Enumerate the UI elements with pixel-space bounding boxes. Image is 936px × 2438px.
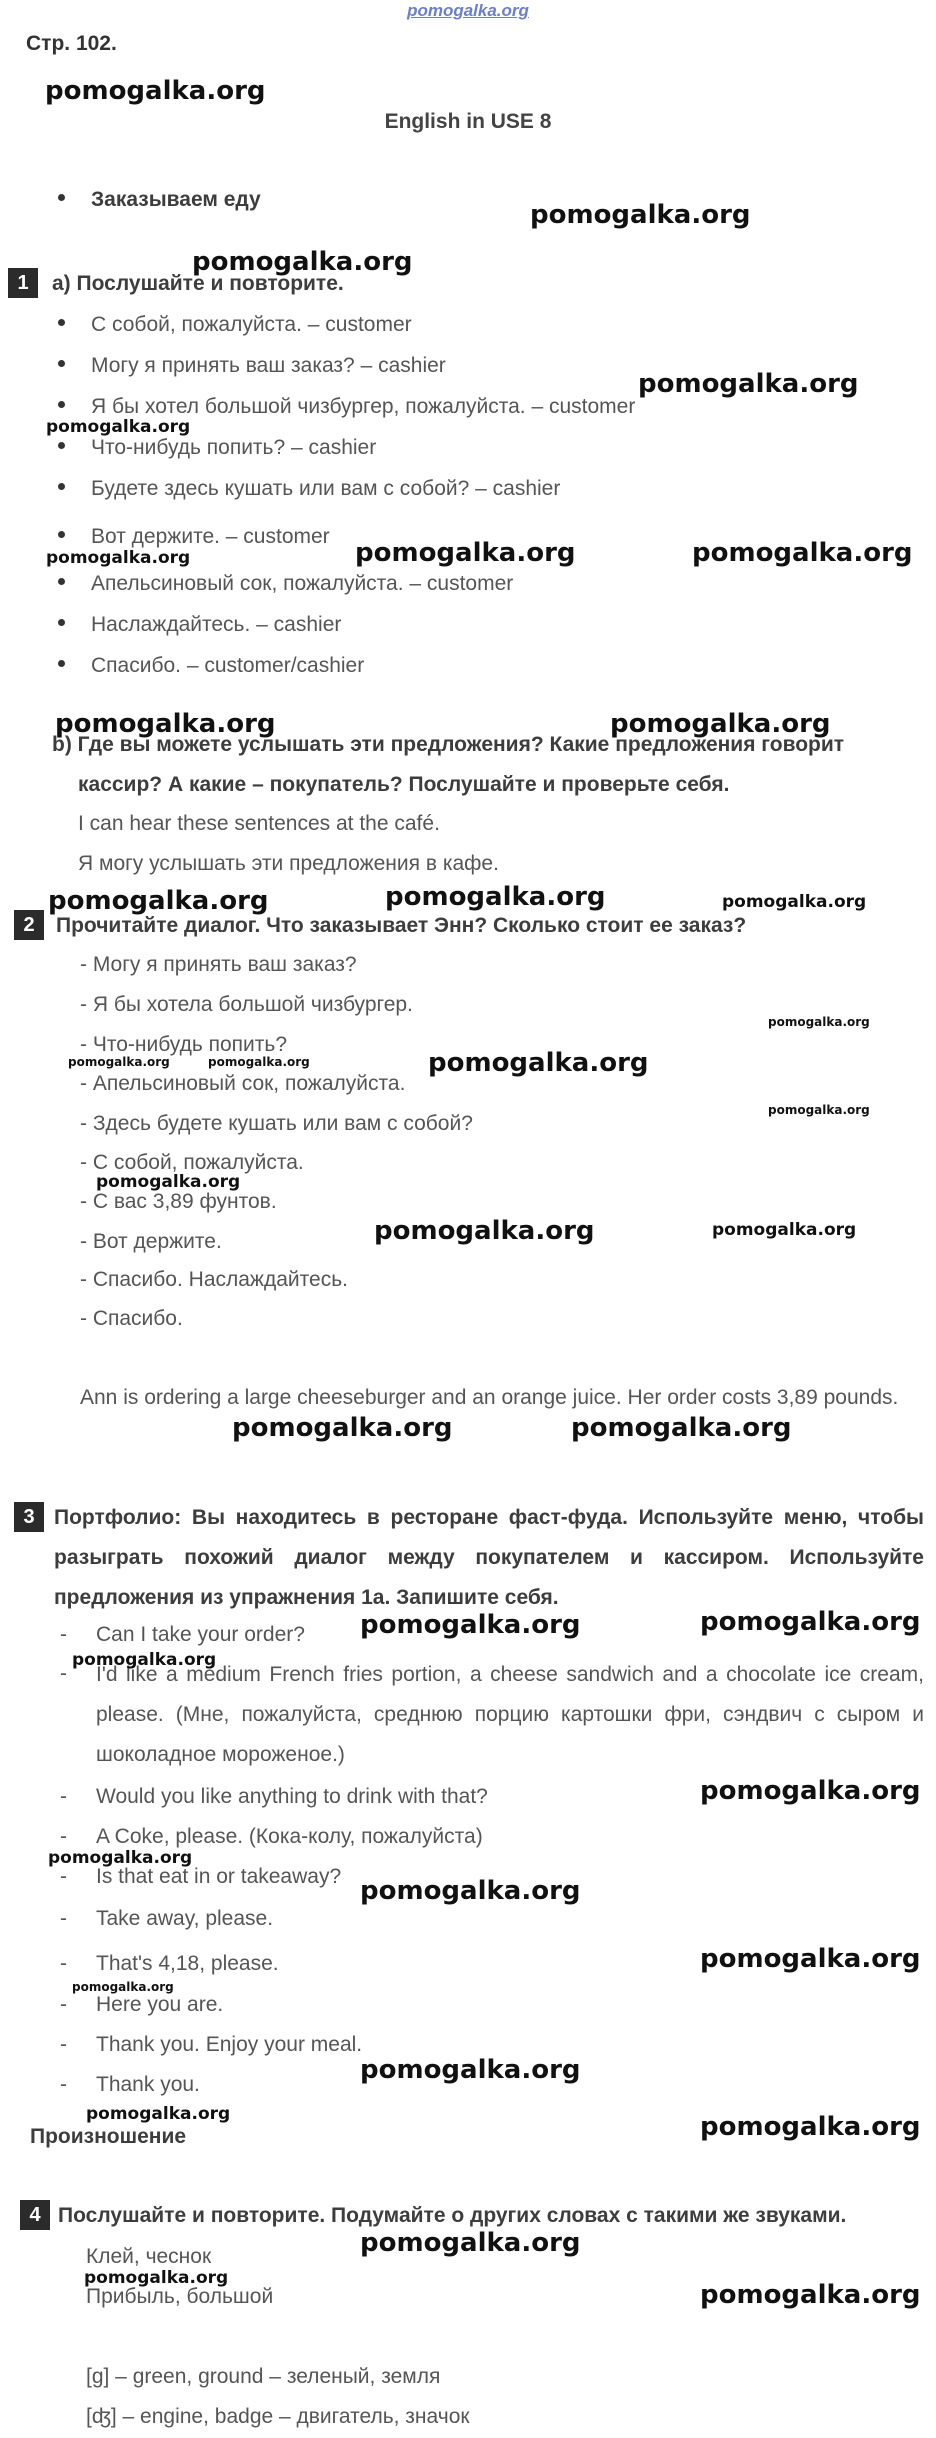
watermark: pomogalka.org <box>192 247 413 277</box>
word-pair: Клей, чеснок <box>86 2245 212 2268</box>
watermark: pomogalka.org <box>700 2280 921 2310</box>
watermark: pomogalka.org <box>360 2055 581 2085</box>
watermark: pomogalka.org <box>712 1220 857 1240</box>
list-item <box>58 313 412 337</box>
list-item-text: Вот держите. – customer <box>91 525 330 548</box>
task-3-badge: 3 <box>14 1502 44 1532</box>
watermark: pomogalka.org <box>700 1607 921 1637</box>
dialog-line: - Здесь будете кушать или вам с собой? <box>80 1112 473 1135</box>
list-item <box>58 572 513 596</box>
dialog-line: - Вот держите. <box>80 1230 222 1253</box>
dash-marker: - <box>60 1785 67 1808</box>
pronunciation-title: Произношение <box>30 2125 187 2148</box>
list-item <box>58 654 364 678</box>
list-item-text: Спасибо. – customer/cashier <box>91 654 365 677</box>
bullet-icon <box>58 360 65 367</box>
watermark: pomogalka.org <box>692 538 913 568</box>
dialog-line: - Спасибо. <box>80 1307 183 1330</box>
watermark: pomogalka.org <box>45 76 266 106</box>
list-item <box>58 354 446 378</box>
list-item <box>58 477 560 501</box>
watermark: pomogalka.org <box>700 2112 921 2142</box>
watermark: pomogalka.org <box>722 892 867 912</box>
dialog-line: Can I take your order? <box>96 1623 305 1646</box>
bullet-icon <box>58 578 65 585</box>
watermark: pomogalka.org <box>48 886 269 916</box>
bullet-icon <box>58 442 65 449</box>
watermark: pomogalka.org <box>86 2104 231 2124</box>
watermark: pomogalka.org <box>46 548 191 568</box>
section-title <box>58 188 261 212</box>
task-1a-heading: a) Послушайте и повторите. <box>52 272 344 295</box>
dialog-line: - Что-нибудь попить? <box>80 1033 287 1056</box>
watermark: pomogalka.org <box>84 2268 229 2288</box>
dialog-line: Take away, please. <box>96 1907 274 1930</box>
list-item-text: Будете здесь кушать или вам с собой? – cashier <box>91 477 561 500</box>
section-title-text: Заказываем еду <box>91 188 261 211</box>
task-4-badge: 4 <box>20 2200 50 2230</box>
task-2-answer: Ann is ordering a large cheeseburger and an orange juice. Her order costs 3,89 pounds. <box>80 1386 899 1409</box>
list-item-text: Наслаждайтесь. – cashier <box>91 613 342 636</box>
watermark: pomogalka.org <box>96 1172 241 1192</box>
task-4-heading: Послушайте и повторите. Подумайте о других словах с такими же звуками. <box>58 2204 847 2227</box>
dash-marker: - <box>60 1907 67 1930</box>
watermark: pomogalka.org <box>610 709 831 739</box>
bullet-icon <box>58 319 65 326</box>
dialog-line: - Спасибо. Наслаждайтесь. <box>80 1268 348 1291</box>
word-pair: Прибыль, большой <box>86 2285 274 2308</box>
bullet-icon <box>58 531 65 538</box>
watermark: pomogalka.org <box>72 1980 174 1994</box>
watermark: pomogalka.org <box>208 1055 310 1069</box>
top-watermark-link[interactable]: pomogalka.org <box>407 1 529 20</box>
dialog-line: Would you like anything to drink with that? <box>96 1785 488 1808</box>
dialog-line: Thank you. Enjoy your meal. <box>96 2033 363 2056</box>
watermark: pomogalka.org <box>360 2228 581 2258</box>
bullet-icon <box>58 619 65 626</box>
list-item-text: Могу я принять ваш заказ? – cashier <box>91 354 446 377</box>
bullet-icon <box>58 483 65 490</box>
dialog-line: Is that eat in or takeaway? <box>96 1865 342 1888</box>
dash-marker: - <box>60 1662 67 1685</box>
dash-marker: - <box>60 2073 67 2096</box>
task-1b-heading-line1: b) Где вы можете услышать эти предложения? Какие предложения говорит <box>52 733 845 756</box>
list-item <box>58 525 330 549</box>
watermark: pomogalka.org <box>700 1944 921 1974</box>
dialog-line: - Я бы хотела большой чизбургер. <box>80 993 413 1016</box>
task-1b-heading-line2: кассир? А какие – покупатель? Послушайте и проверьте себя. <box>78 773 730 796</box>
watermark: pomogalka.org <box>530 200 751 230</box>
watermark: pomogalka.org <box>360 1610 581 1640</box>
task-2-heading: Прочитайте диалог. Что заказывает Энн? Сколько стоит ее заказ? <box>56 914 747 937</box>
watermark: pomogalka.org <box>68 1055 170 1069</box>
watermark: pomogalka.org <box>638 369 859 399</box>
dialog-line: I'd like a medium French fries portion, a cheese sandwich and a chocolate ice cream, please. (Мне, пожалуйста, среднюю порцию картошки фри, сэндвич с сыром и шоколадное мороженое.) <box>96 1663 924 1766</box>
dash-marker: - <box>60 1993 67 2016</box>
watermark: pomogalka.org <box>385 882 606 912</box>
dash-marker: - <box>60 1623 67 1646</box>
watermark: pomogalka.org <box>360 1876 581 1906</box>
watermark: pomogalka.org <box>700 1776 921 1806</box>
list-item <box>58 613 341 637</box>
sound-example: [g] – green, ground – зеленый, земля <box>86 2365 441 2388</box>
list-item-text: Я бы хотел большой чизбургер, пожалуйста. – customer <box>91 395 636 418</box>
watermark: pomogalka.org <box>768 1103 870 1117</box>
list-item <box>58 395 635 419</box>
task-1-badge: 1 <box>8 268 38 298</box>
dialog-line: - С собой, пожалуйста. <box>80 1151 304 1174</box>
dialog-line: Thank you. <box>96 2073 200 2096</box>
bullet-icon <box>58 401 65 408</box>
list-item-text: Что-нибудь попить? – cashier <box>91 436 377 459</box>
watermark: pomogalka.org <box>72 1650 217 1670</box>
sound-example: [ʤ] – engine, badge – двигатель, значок <box>86 2405 470 2428</box>
dialog-line: That's 4,18, please. <box>96 1952 279 1975</box>
watermark: pomogalka.org <box>374 1216 595 1246</box>
list-item <box>58 436 376 460</box>
task-1b-answer-ru: Я могу услышать эти предложения в кафе. <box>78 852 499 875</box>
dialog-line: A Coke, please. (Кока-колу, пожалуйста) <box>96 1825 483 1848</box>
page-number: Стр. 102. <box>26 32 117 55</box>
dialog-line: - С вас 3,89 фунтов. <box>80 1190 277 1213</box>
watermark: pomogalka.org <box>55 709 276 739</box>
watermark: pomogalka.org <box>355 538 576 568</box>
task-2-badge: 2 <box>14 910 44 940</box>
dash-marker: - <box>60 2033 67 2056</box>
watermark: pomogalka.org <box>232 1413 453 1443</box>
watermark: pomogalka.org <box>48 1848 193 1868</box>
watermark: pomogalka.org <box>571 1413 792 1443</box>
dialog-line: - Апельсиновый сок, пожалуйста. <box>80 1072 406 1095</box>
watermark: pomogalka.org <box>46 417 191 437</box>
dash-marker: - <box>60 1865 67 1888</box>
bullet-icon <box>58 194 65 201</box>
book-title: English in USE 8 <box>384 110 552 133</box>
watermark: pomogalka.org <box>428 1048 649 1078</box>
task-1b-answer-en: I can hear these sentences at the café. <box>78 812 440 835</box>
list-item-text: С собой, пожалуйста. – customer <box>91 313 412 336</box>
bullet-icon <box>58 660 65 667</box>
dash-marker: - <box>60 1952 67 1975</box>
dialog-line: Here you are. <box>96 1993 224 2016</box>
list-item-text: Апельсиновый сок, пожалуйста. – customer <box>91 572 514 595</box>
task-3-heading: Портфолио: Вы находитесь в ресторане фаст-фуда. Используйте меню, чтобы разыграть похожий диалог между покупателем и кассиром. Используйте предложения из упражнения 1а. Запишите себя. <box>54 1506 924 1609</box>
watermark: pomogalka.org <box>768 1015 870 1029</box>
dialog-line: - Могу я принять ваш заказ? <box>80 953 357 976</box>
dash-marker: - <box>60 1825 67 1848</box>
